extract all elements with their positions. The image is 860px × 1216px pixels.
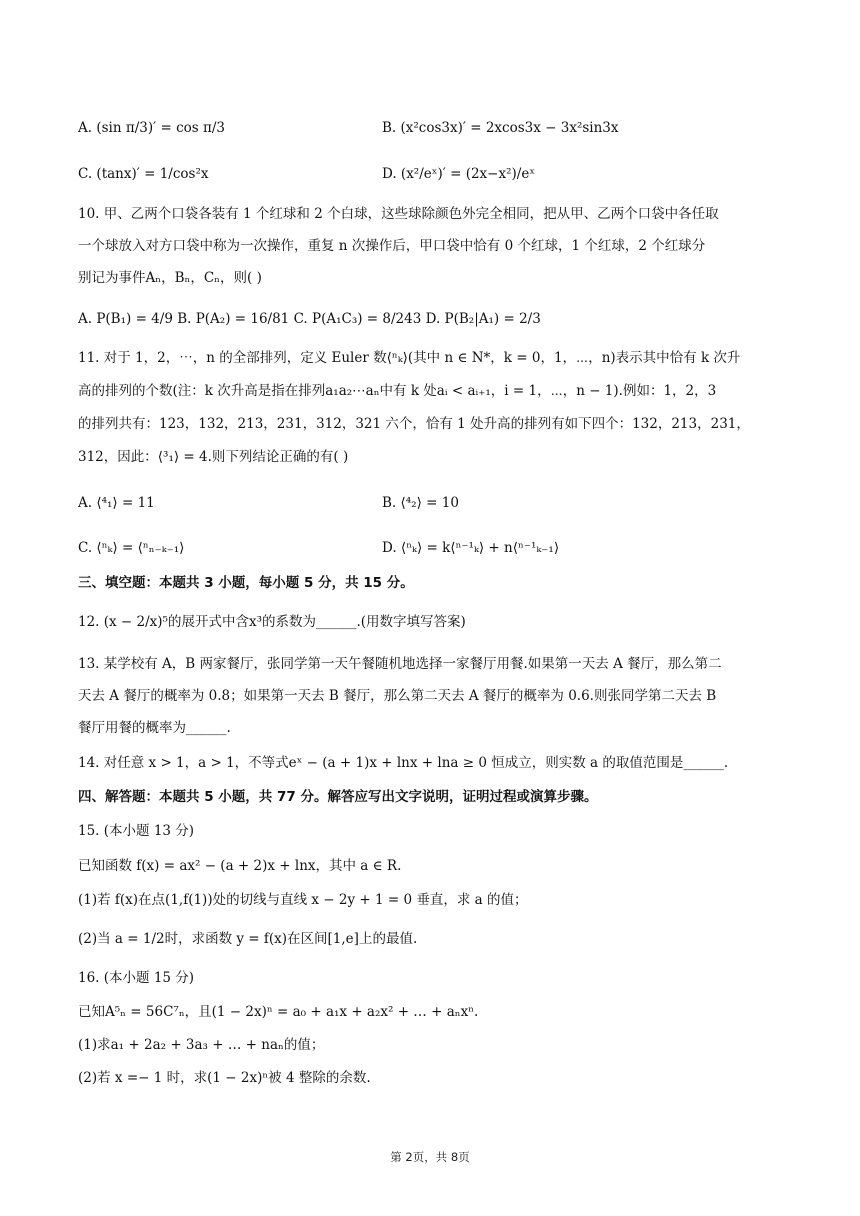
q10-stem-line1: 10. 甲、乙两个口袋各装有 1 个红球和 2 个白球，这些球除颜色外完全相同，把从甲、乙两个口袋中各任取 [78,206,719,222]
q15-line2: (1)若 f(x)在点(1,f(1))处的切线与直线 x − 2y + 1 = 0 垂直，求 a 的值； [78,892,528,908]
q10-stem-line2: 一个球放入对方口袋中称为一次操作，重复 n 次操作后，甲口袋中恰有 0 个红球，1 个红球，2 个红球分 [78,238,706,254]
q13-line2: 天去 A 餐厅的概率为 0.8；如果第一天去 B 餐厅，那么第二天去 A 餐厅的概率为 0.6.则张同学第二天去 B [78,688,717,704]
q9-option-c: C. (tanx)′ = 1/cos²x [78,166,209,182]
q16-line2: (1)求a₁ + 2a₂ + 3a₃ + … + naₙ的值； [78,1037,325,1053]
q13-line3: 餐厅用餐的概率为______. [78,720,231,736]
q11-option-a: A. ⟨⁴₁⟩ = 11 [78,495,155,511]
q9-option-b: B. (x²cos3x)′ = 2xcos3x − 3x²sin3x [382,120,619,136]
q9-option-d: D. (x²/eˣ)′ = (2x−x²)/eˣ [382,166,536,182]
q15-line3: (2)当 a = 1/2时，求函数 y = f(x)在区间[1,e]上的最值. [78,931,418,947]
q11-option-d: D. ⟨ⁿₖ⟩ = k⟨ⁿ⁻¹ₖ⟩ + n⟨ⁿ⁻¹ₖ₋₁⟩ [382,540,560,556]
q16-line3: (2)若 x =− 1 时，求(1 − 2x)ⁿ被 4 整除的余数. [78,1070,371,1086]
section-heading-solutions: 四、解答题：本题共 5 小题，共 77 分。解答应写出文字说明，证明过程或演算步骤。 [78,789,598,805]
q16-line1: 已知A⁵ₙ = 56C⁷ₙ，且(1 − 2x)ⁿ = a₀ + a₁x + a₂x² + … + aₙxⁿ. [78,1004,479,1020]
q14-text: 14. 对任意 x > 1，a > 1，不等式eˣ − (a + 1)x + lnx + lna ≥ 0 恒成立，则实数 a 的取值范围是______. [78,755,729,771]
q10-options: A. P(B₁) = 4/9 B. P(A₂) = 16/81 C. P(A₁C₃) = 8/243 D. P(B₂|A₁) = 2/3 [78,311,541,327]
q11-stem-line2: 高的排列的个数(注：k 次升高是指在排列a₁a₂⋯aₙ中有 k 处aᵢ < aᵢ₊₁，i = 1，⋯，n − 1).例如：1，2，3 [78,383,717,399]
q11-stem-line3: 的排列共有：123，132，213，231，312，321 六个，恰有 1 处升高的排列有如下四个：132，213，231， [78,416,750,432]
q13-line1: 13. 某学校有 A，B 两家餐厅，张同学第一天午餐随机地选择一家餐厅用餐.如果第一天去 A 餐厅，那么第二 [78,656,722,672]
q15-heading: 15. (本小题 13 分) [78,823,195,839]
q11-option-b: B. ⟨⁴₂⟩ = 10 [382,495,459,511]
q11-stem-line1: 11. 对于 1，2，⋯，n 的全部排列，定义 Euler 数⟨ⁿₖ⟩(其中 n ∈ N*，k = 0，1，⋯，n)表示其中恰有 k 次升 [78,350,741,366]
q11-stem-line4: 312，因此：⟨³₁⟩ = 4.则下列结论正确的有( ) [78,449,349,465]
q9-option-a: A. (sin π/3)′ = cos π/3 [78,120,225,136]
page-number-footer: 第 2页，共 8页 [390,1150,470,1164]
q11-option-c: C. ⟨ⁿₖ⟩ = ⟨ⁿₙ₋ₖ₋₁⟩ [78,540,185,556]
q15-line1: 已知函数 f(x) = ax² − (a + 2)x + lnx，其中 a ∈ R. [78,858,402,874]
q12-text: 12. (x − 2/x)⁵的展开式中含x³的系数为______.(用数字填写答案) [78,614,466,630]
q10-stem-line3: 别记为事件Aₙ，Bₙ，Cₙ，则( ) [78,270,262,286]
q16-heading: 16. (本小题 15 分) [78,970,195,986]
section-heading-fill-in: 三、填空题：本题共 3 小题，每小题 5 分，共 15 分。 [78,575,414,591]
